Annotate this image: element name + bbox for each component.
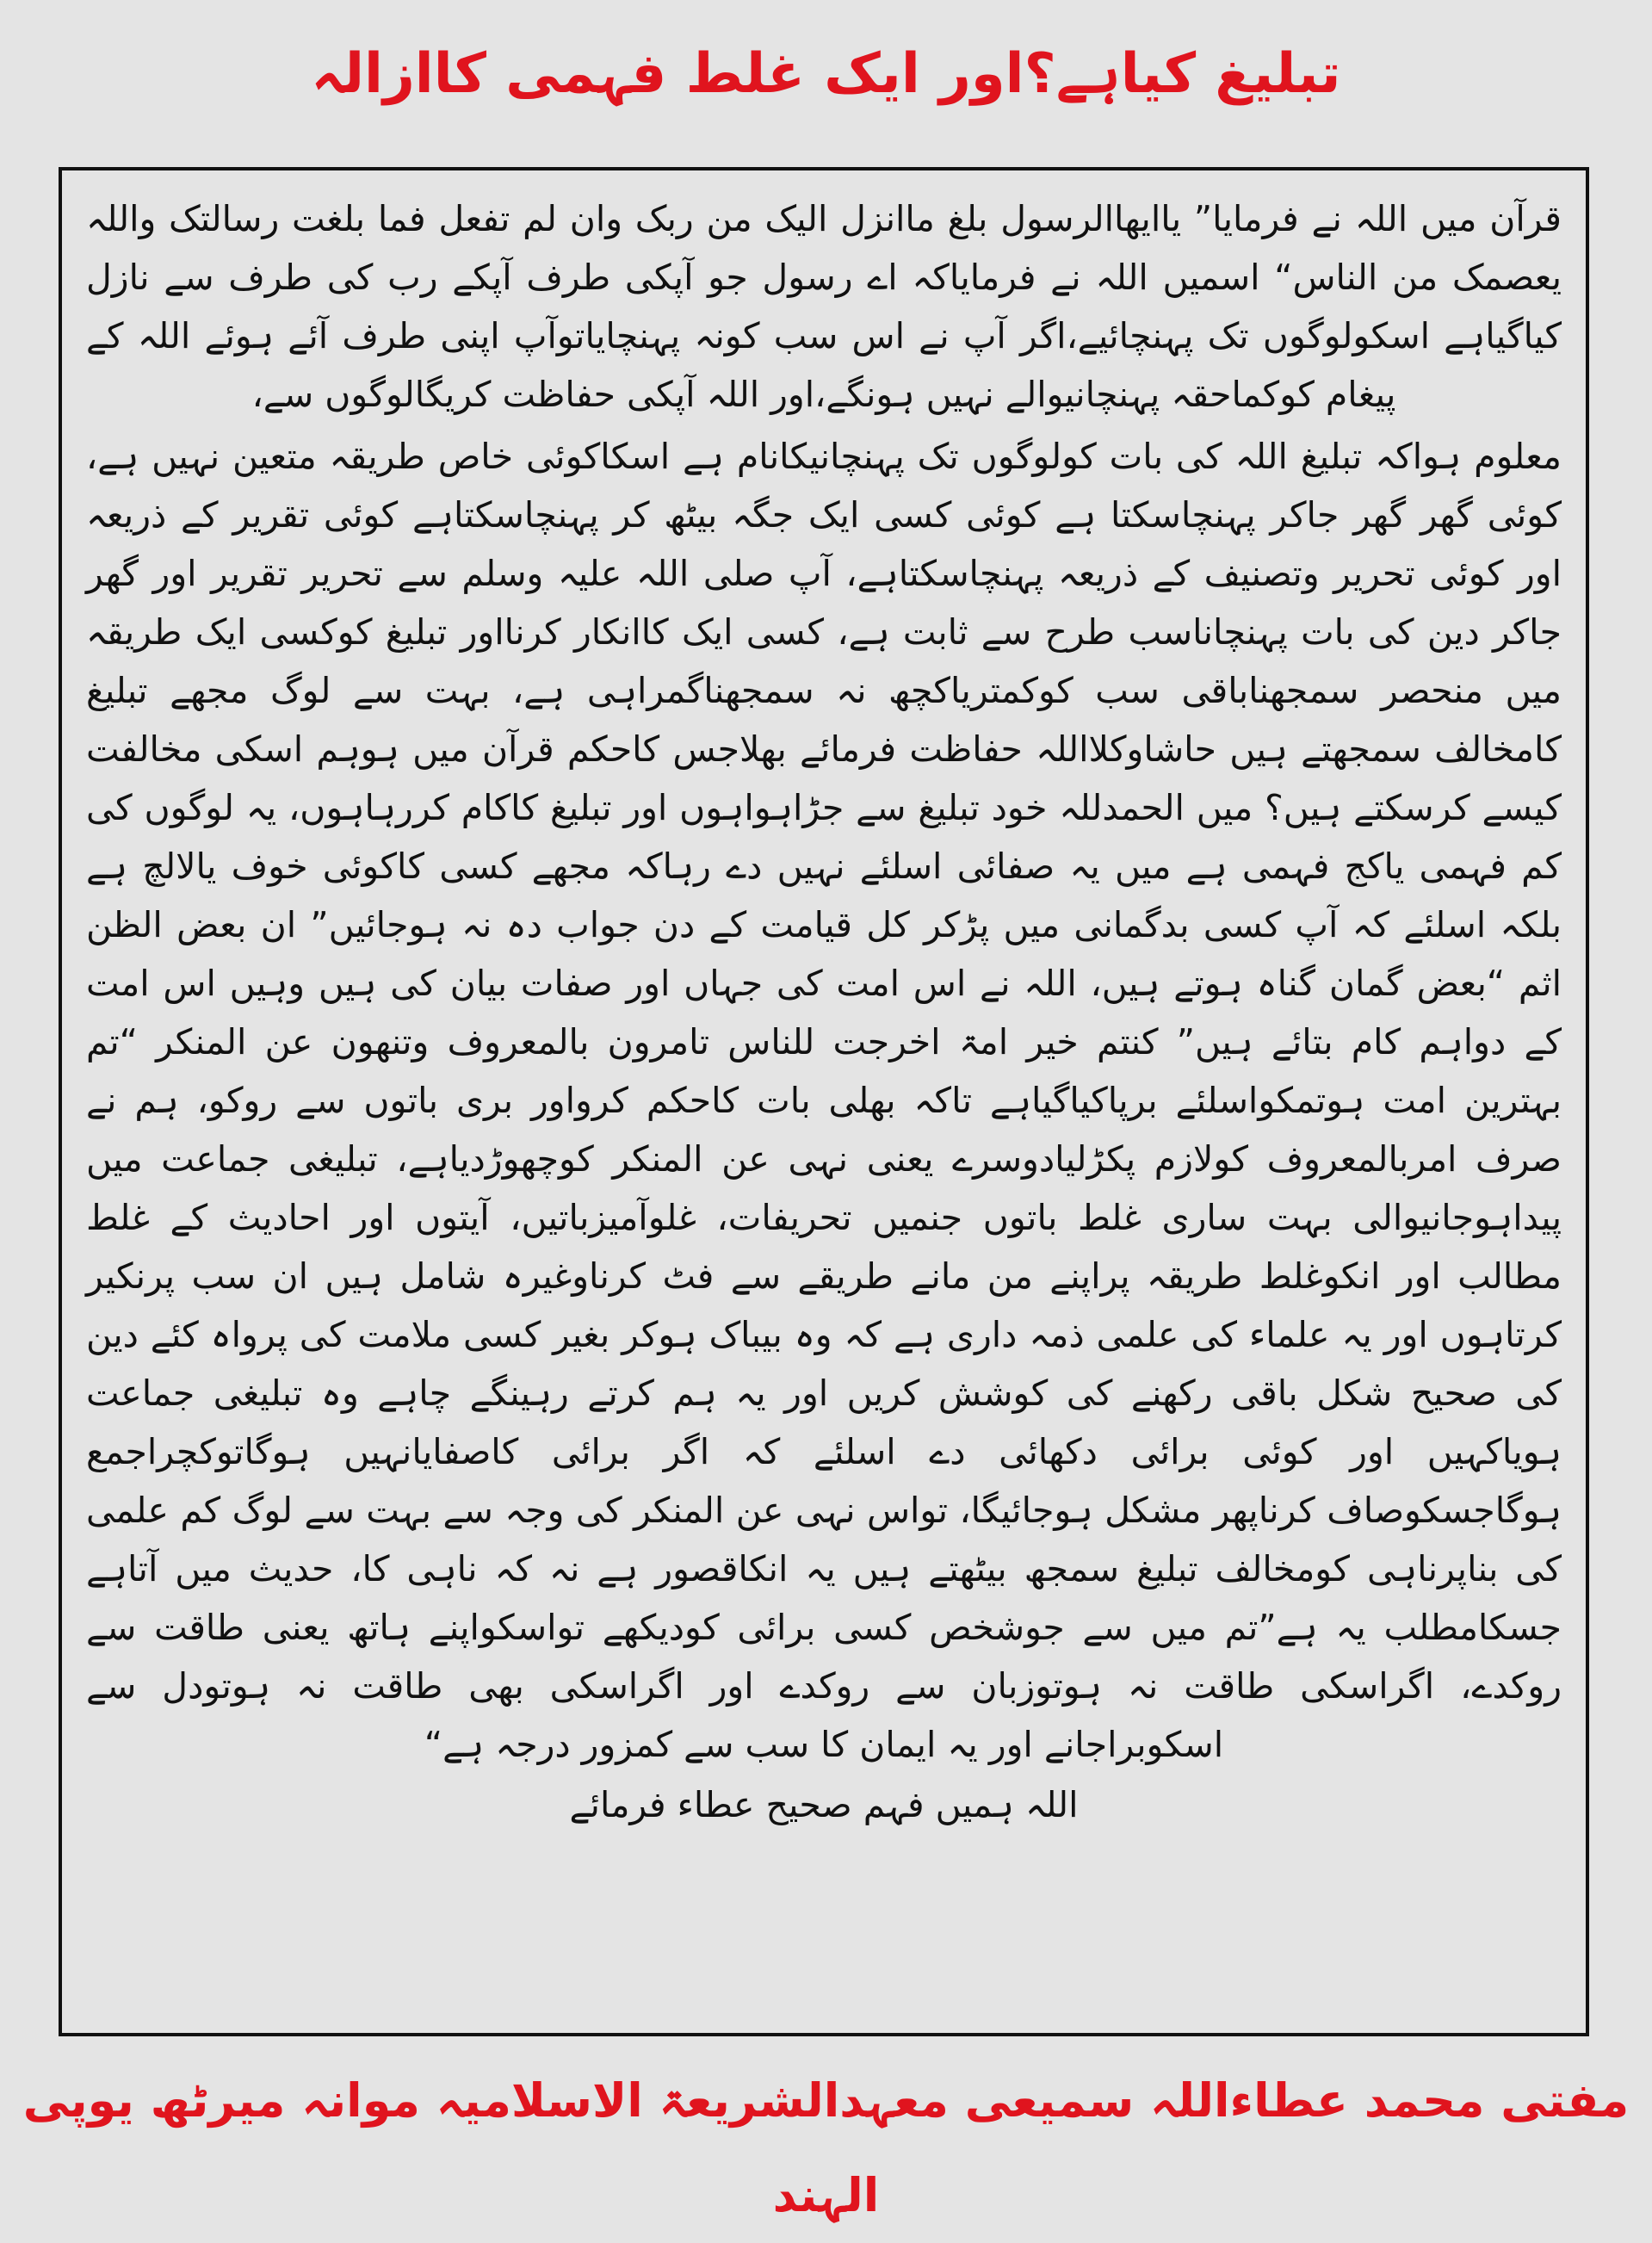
intro-paragraph: قرآن میں اللہ نے فرمایا” یاایھاالرسول بلغ ماانزل الیک من ربک وان لم تفعل فما بلغت رسالتک واللہ یعصمک من الناس“ اسمیں اللہ نے فرمایاکہ اے رسول جو آپکی طرف آپکے رب کی طرف سے نازل کیاگیاہے اسکولوگوں تک پہنچائیے،اگر آپ نے اس سب کونہ پہنچایاتوآپ اپنی طرف آئے ہوئے اللہ کے پیغام کوکماحقہ پہنچانیوالے نہیں ہونگے،اور اللہ آپکی حفاظت کریگالوگوں سے، — [86, 198, 1562, 415]
author-signature: مفتی محمد عطاءاللہ سمیعی معہدالشریعۃ الاسلامیہ موانہ میرٹھ یوپی الہند — [22, 2073, 1630, 2222]
body-paragraph: معلوم ہواکہ تبلیغ اللہ کی بات کولوگوں تک پہنچانیکانام ہے اسکاکوئی خاص طریقہ متعین نہیں ہے، کوئی گھر گھر جاکر پہنچاسکتا ہے کوئی کسی ایک جگہ بیٹھ کر پہنچاسکتاہے کوئی تقریر کے ذریعہ اور کوئی تحریر وتصنیف کے ذریعہ پہنچاسکتاہے، آپ صلی اللہ علیہ وسلم سے تحریر تقریر اور گھر جاکر دین کی بات پہنچاناسب طرح سے ثابت ہے، کسی ایک کاانکار کرنااور تبلیغ کوکسی ایک طریقہ میں منحصر سمجھناباقی سب کوکمتریاکچھ نہ سمجھناگمراہی ہے، بہت سے لوگ مجھے تبلیغ کامخالف سمجھتے ہیں حاشاوکلااللہ حفاظت فرمائے بھلاجس کاحکم قرآن میں ہوہم اسکی مخالفت کیسے کرسکتے ہیں؟ میں الحمدللہ خود تبلیغ سے جڑاہواہوں اور تبلیغ کاکام کررہاہوں، یہ لوگوں کی کم فہمی یاکج فہمی ہے میں یہ صفائی اسلئے نہیں دے رہاکہ مجھے کسی کاکوئی خوف یالالچ ہے بلکہ اسلئے کہ آپ کسی بدگمانی میں پڑکر کل قیامت کے دن جواب دہ نہ ہوجائیں” ان بعض الظن اثم “بعض گمان گناہ ہوتے ہیں، اللہ نے اس امت کی جہاں اور صفات بیان کی ہیں وہیں اس امت کے دواہم کام بتائے ہیں” کنتم خیر امۃ اخرجت للناس تامرون بالمعروف وتنھون عن المنکر “تم بہترین امت ہوتمکواسلئے برپاکیاگیاہے تاکہ بھلی بات کاحکم کرواور بری باتوں سے روکو، ہم نے صرف امربالمعروف کولازم پکڑلیادوسرے یعنی نہی عن المنکر کوچھوڑدیاہے، تبلیغی جماعت میں پیداہوجانیوالی بہت ساری غلط باتوں جنمیں تحریفات، غلوآمیزباتیں، آیتوں اور احادیث کے غلط مطالب اور انکوغلط طریقہ پراپنے من مانے طریقے سے فٹ کرناوغیرہ شامل ہیں ان سب پرنکیر کرتاہوں اور یہ علماء کی علمی ذمہ داری ہے کہ وہ بیباک ہوکر بغیر کسی ملامت کی پرواہ کئے دین کی صحیح شکل باقی رکھنے کی کوشش کریں اور یہ ہم کرتے رہینگے چاہے وہ تبلیغی جماعت ہویاکہیں اور کوئی برائی دکھائی دے اسلئے کہ اگر برائی کاصفایانہیں ہوگاتوکچراجمع ہوگاجسکوصاف کرناپھر مشکل ہوجائیگا، تواس نہی عن المنکر کی وجہ سے بہت سے لوگ کم علمی کی بناپرناہی کومخالف تبلیغ سمجھ بیٹھتے ہیں یہ انکاقصور ہے نہ کہ ناہی کا، حدیث میں آتاہے جسکامطلب یہ ہے”تم میں سے جوشخص کسی برائی کودیکھے تواسکواپنے ہاتھ یعنی طاقت سے روکدے، اگراسکی طاقت نہ ہوتوزبان سے روکدے اور اگراسکی بھی طاقت نہ ہوتودل سے اسکوبراجانے اور یہ ایمان کا سب سے کمزور درجہ ہے“ — [86, 436, 1562, 1765]
content-box — [59, 167, 1589, 2036]
page-title: تبلیغ کیاہے؟اور ایک غلط فہمی کاازالہ — [311, 42, 1341, 106]
closing-prayer: اللہ ہمیں فہم صحیح عطاء فرمائے — [569, 1784, 1079, 1825]
